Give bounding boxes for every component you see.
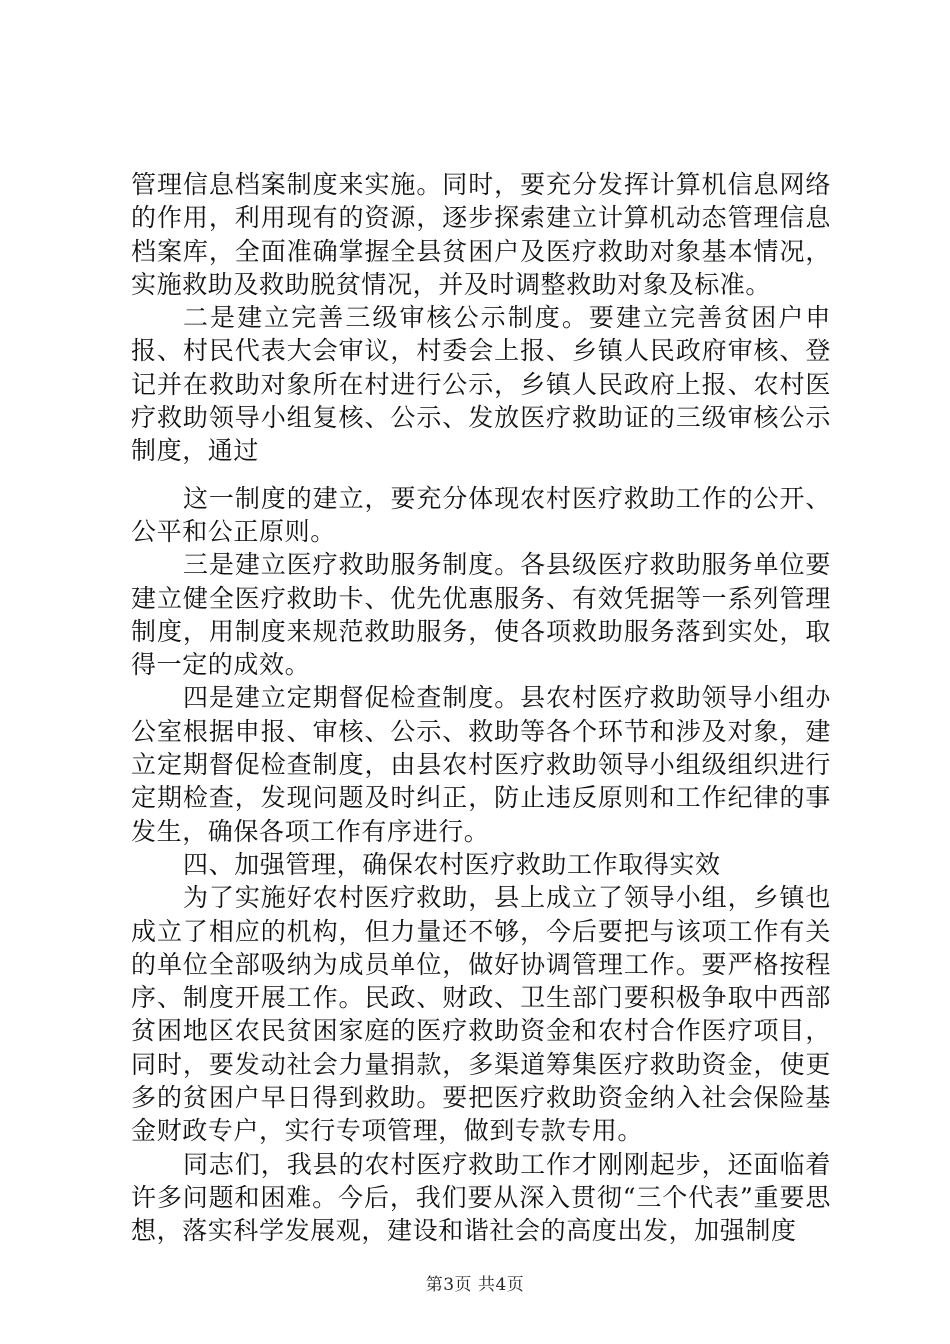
paragraph-system-principles: 这一制度的建立，要充分体现农村医疗救助工作的公开、公平和公正原则。 — [131, 483, 831, 546]
paragraph-leadership-funding: 为了实施好农村医疗救助，县上成立了领导小组，乡镇也成立了相应的机构，但力量还不够，今后要把与该项工作有关的单位全部吸纳为成员单位，做好协调管理工作。要严格按程序、制度开展工作。民政、财政、卫生部门要积极争取中西部贫困地区农民贫困家庭的医疗救助资金和农村合作医疗项目，同时，要发动社会力量捐款，多渠道筹集医疗救助资金，使更多的贫困户早日得到救助。要把医疗救助资金纳入社会保险基金财政专户，实行专项管理，做到专款专用。 — [131, 883, 831, 1146]
page-number-footer: 第3页 共4页 — [425, 1275, 525, 1295]
paragraph-closing-remarks: 同志们，我县的农村医疗救助工作才刚刚起步，还面临着许多问题和困难。今后，我们要从深入贯彻“三个代表”重要思想，落实科学发展观，建设和谐社会的高度出发，加强制度 — [131, 1149, 831, 1246]
section-heading-management: 四、加强管理，确保农村医疗救助工作取得实效 — [183, 849, 721, 879]
paragraph-service-system: 三是建立医疗救助服务制度。各县级医疗救助服务单位要建立健全医疗救助卡、优先优惠服务、有效凭据等一系列管理制度，用制度来规范救助服务，使各项救助服务落到实处，取得一定的成效。 — [131, 550, 831, 680]
document-body — [131, 168, 831, 1248]
paragraph-inspection-system: 四是建立定期督促检查制度。县农村医疗救助领导小组办公室根据申报、审核、公示、救助等各个环节和涉及对象，建立定期督促检查制度，由县农村医疗救助领导小组级组织进行定期检查，发现问题及时纠正，防止违反原则和工作纪律的事发生，确保各项工作有序进行。 — [131, 683, 831, 846]
paragraph-archive-system: 管理信息档案制度来实施。同时，要充分发挥计算机信息网络的作用，利用现有的资源，逐步探索建立计算机动态管理信息档案库，全面准确掌握全县贫困户及医疗救助对象基本情况，实施救助及救助脱贫情况，并及时调整救助对象及标准。 — [131, 170, 831, 299]
paragraph-three-level-review: 二是建立完善三级审核公示制度。要建立完善贫困户申报、村民代表大会审议，村委会上报、乡镇人民政府审核、登记并在救助对象所在村进行公示，乡镇人民政府上报、农村医疗救助领导小组复核、公示、发放医疗救助证的三级审核公示制度，通过 — [131, 303, 831, 466]
